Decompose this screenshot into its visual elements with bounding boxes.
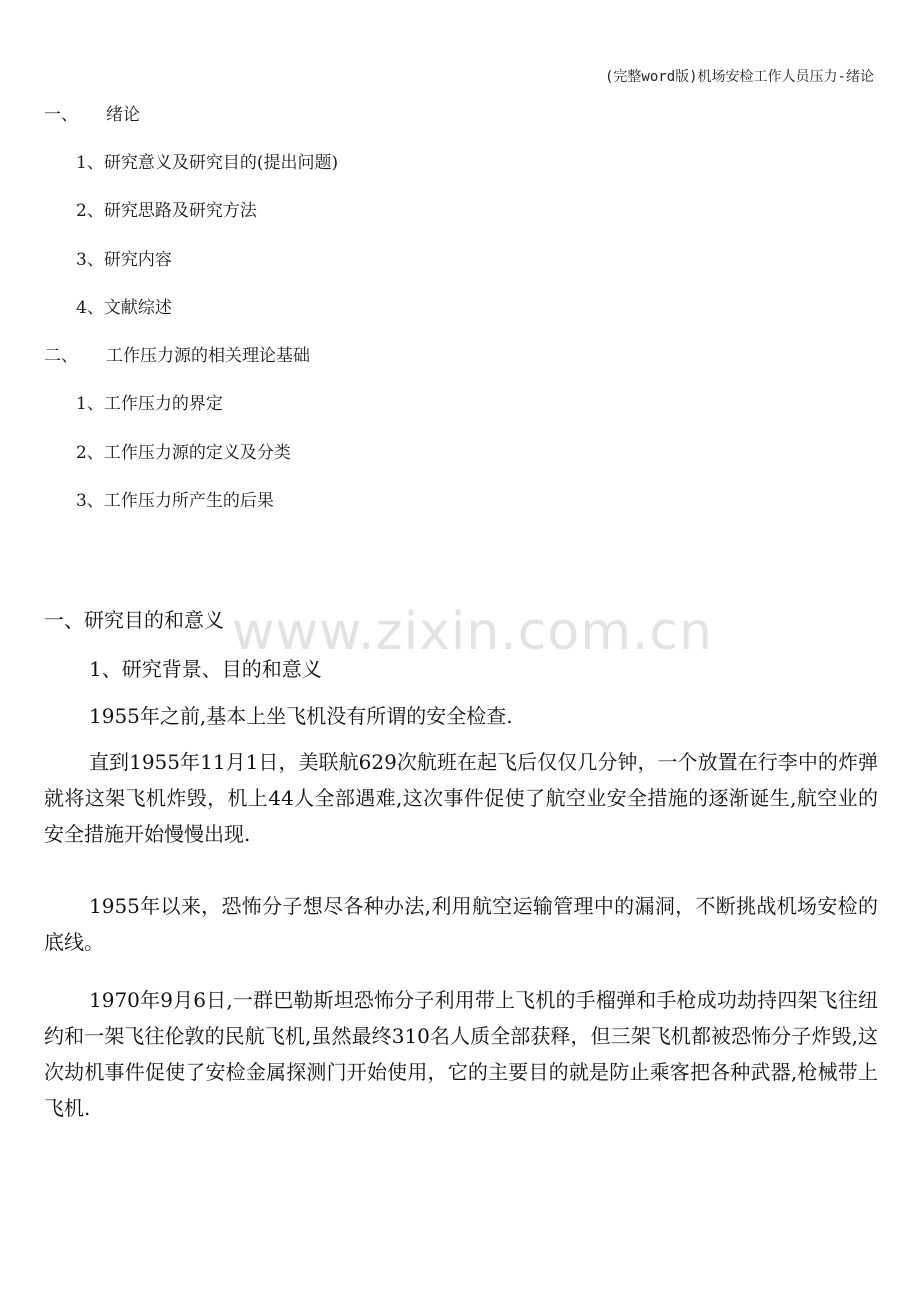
toc-section-2 — [44, 341, 310, 366]
section-heading: 一、研究目的和意义 — [44, 608, 224, 632]
running-header: (完整word版)机场安检工作人员压力-绪论 — [604, 69, 874, 85]
toc-section-title: 工作压力源的相关理论基础 — [106, 346, 310, 366]
toc-item: 2、工作压力源的定义及分类 — [76, 443, 291, 463]
toc-item: 4、文献综述 — [76, 298, 172, 318]
paragraph: 1970年9月6日,一群巴勒斯坦恐怖分子利用带上飞机的手榴弹和手枪成功劫持四架飞往纽约和一架飞往伦敦的民航飞机,虽然最终310名人质全部获释，但三架飞机都被恐怖分子炸毁,这次劫机事件促使了安检金属探测门开始使用，它的主要目的就是防止乘客把各种武器,枪械带上飞机. — [44, 988, 878, 1120]
paragraph: 1955年以来，恐怖分子想尽各种办法,利用航空运输管理中的漏洞，不断挑战机场安检的底线。 — [44, 894, 878, 954]
toc-item: 1、工作压力的界定 — [76, 394, 223, 414]
toc-item: 3、工作压力所产生的后果 — [76, 491, 274, 511]
toc-section-1 — [44, 100, 140, 125]
paragraph: 1955年之前,基本上坐飞机没有所谓的安全检查. — [89, 704, 513, 728]
watermark: www.zixin.com.cn — [232, 602, 713, 662]
toc-item: 2、研究思路及研究方法 — [76, 201, 257, 221]
toc-item: 3、研究内容 — [76, 250, 172, 270]
toc-section-number: 一、 — [44, 105, 78, 125]
toc-section-title: 绪论 — [106, 105, 140, 125]
subsection-heading: 1、研究背景、目的和意义 — [89, 657, 322, 681]
toc-section-number: 二、 — [44, 346, 78, 366]
paragraph: 直到1955年11月1日，美联航629次航班在起飞后仅仅几分钟，一个放置在行李中的炸弹就将这架飞机炸毁，机上44人全部遇难,这次事件促使了航空业安全措施的逐渐诞生,航空业的安全措施开始慢慢出现. — [44, 750, 878, 846]
toc-item: 1、研究意义及研究目的(提出问题) — [76, 153, 339, 173]
